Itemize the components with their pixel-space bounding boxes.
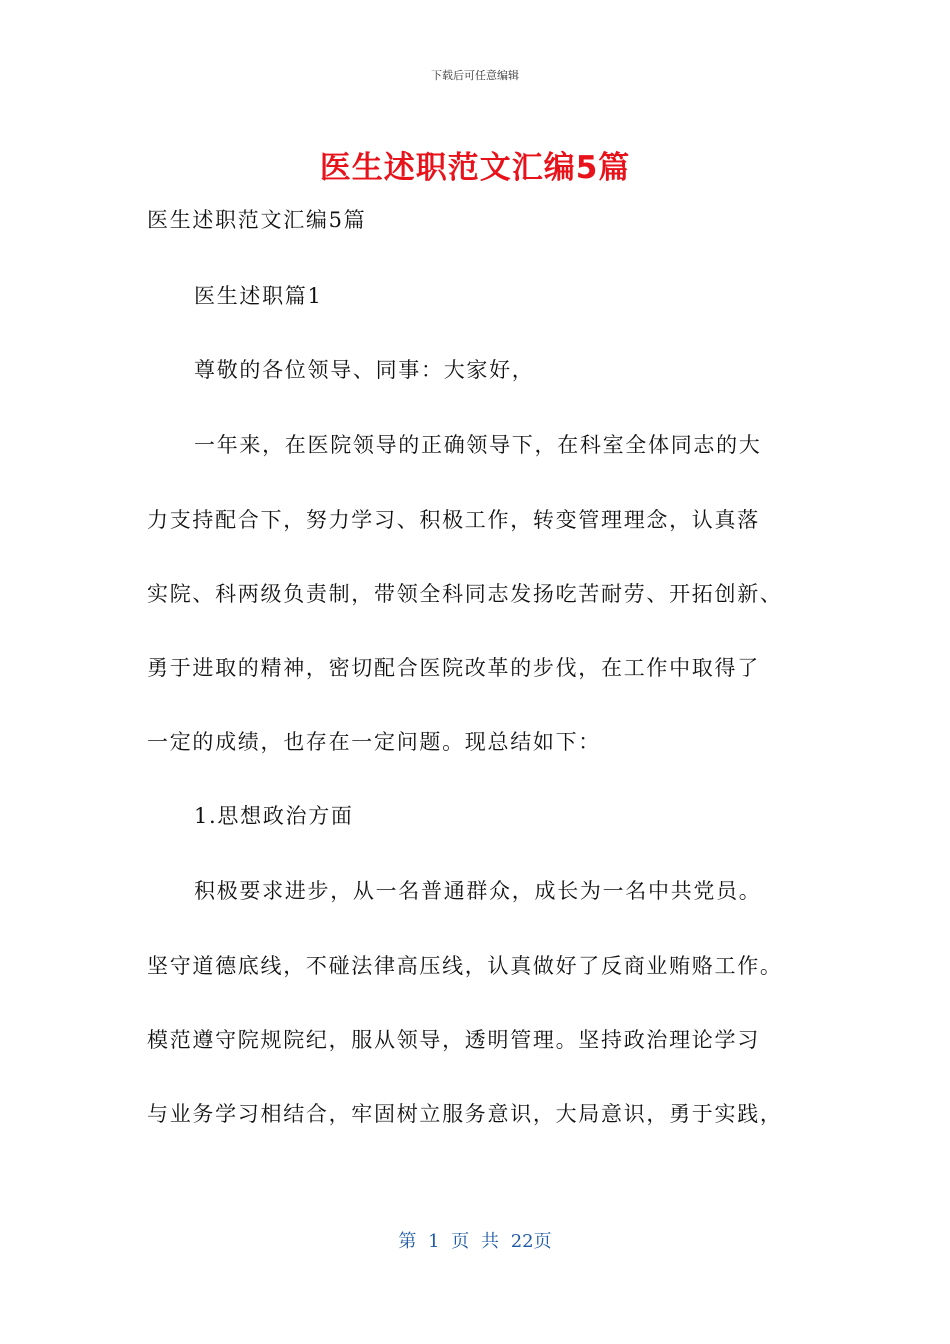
document-title: 医生述职范文汇编5篇 bbox=[319, 150, 631, 186]
paragraph-line: 医生述职范文汇编5篇 bbox=[147, 208, 367, 232]
paragraph-line: 模范遵守院规院纪，服从领导，透明管理。坚持政治理论学习 bbox=[147, 1028, 760, 1052]
paragraph-line: 积极要求进步，从一名普通群众，成长为一名中共党员。 bbox=[194, 879, 762, 903]
page-footer: 第 1 页 共 22页 bbox=[398, 1231, 552, 1252]
header-note: 下载后可任意编辑 bbox=[431, 69, 519, 82]
paragraph-line: 一年来，在医院领导的正确领导下，在科室全体同志的大 bbox=[194, 433, 762, 457]
paragraph-line: 一定的成绩，也存在一定问题。现总结如下： bbox=[147, 730, 601, 754]
section-heading: 1.思想政治方面 bbox=[194, 804, 354, 828]
paragraph-line: 与业务学习相结合，牢固树立服务意识，大局意识，勇于实践， bbox=[147, 1102, 783, 1126]
paragraph-line: 医生述职篇1 bbox=[194, 284, 323, 308]
paragraph-line: 勇于进取的精神，密切配合医院改革的步伐，在工作中取得了 bbox=[147, 656, 760, 680]
paragraph-line: 实院、科两级负责制，带领全科同志发扬吃苦耐劳、开拓创新、 bbox=[147, 582, 783, 606]
paragraph-line: 坚守道德底线，不碰法律高压线，认真做好了反商业贿赂工作。 bbox=[147, 954, 783, 978]
paragraph-line: 尊敬的各位领导、同事：大家好， bbox=[194, 358, 535, 382]
paragraph-line: 力支持配合下，努力学习、积极工作，转变管理理念，认真落 bbox=[147, 508, 760, 532]
